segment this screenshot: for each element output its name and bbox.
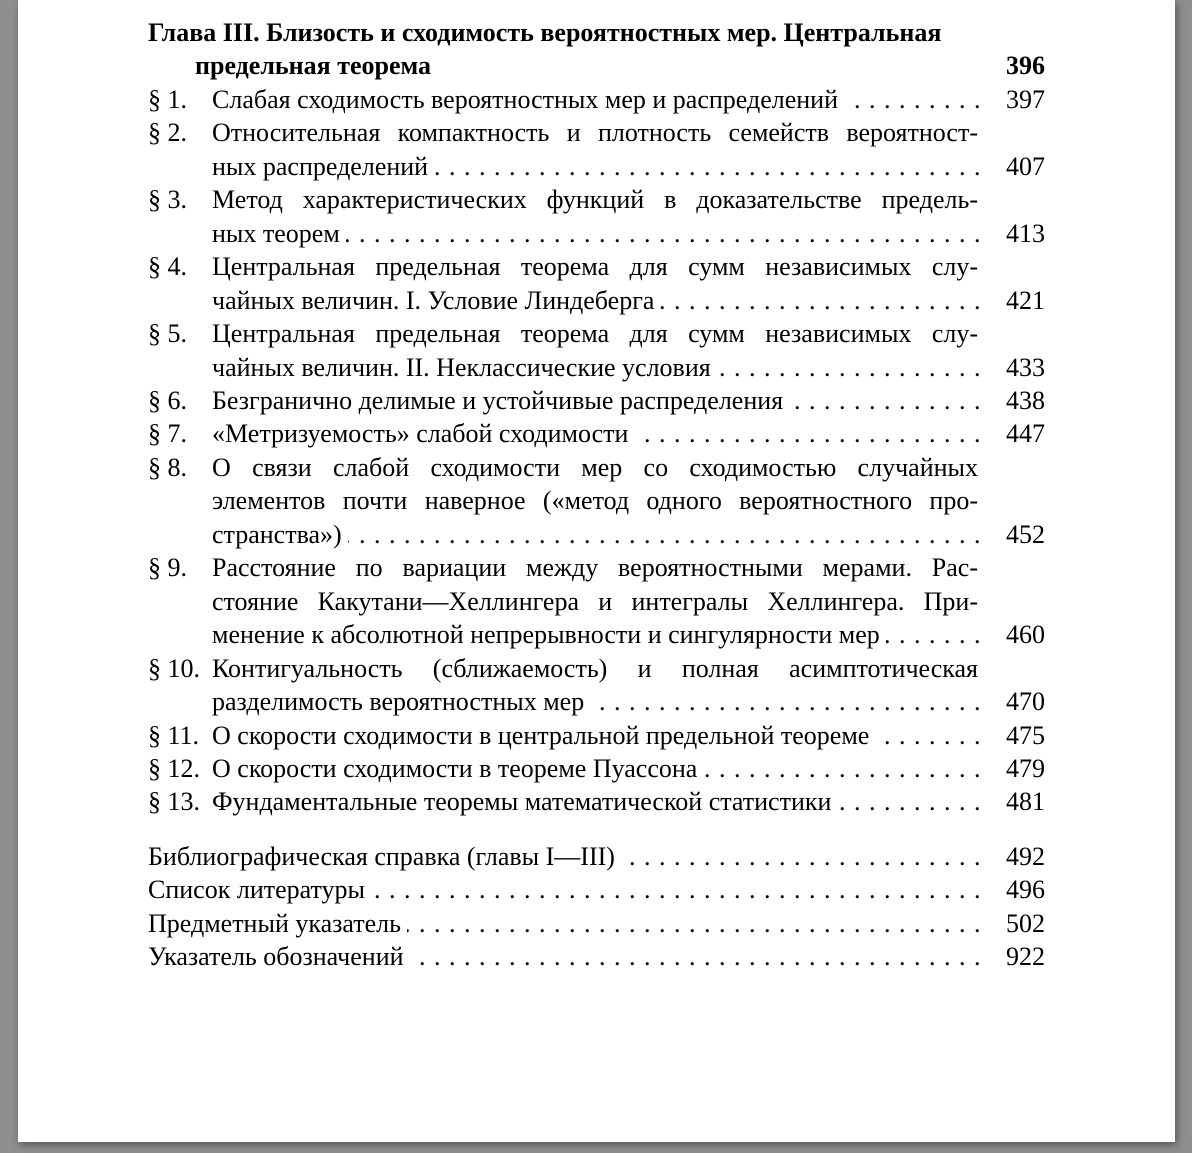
dot-leader [886,618,989,651]
toc-entry-text: Указатель обозначений [148,942,404,972]
toc-entry-lastline [148,940,1045,973]
page-number: 407 [1006,151,1045,181]
toc-entry-text: менение к абсолютной непрерывности и сингулярности мер [212,620,880,650]
backmatter-entry [148,940,1045,973]
dot-leader [844,83,989,116]
page-number: 397 [1006,84,1045,114]
section-label: § 2. [148,118,187,148]
toc-entry-lastline [212,685,1045,718]
toc-entry-lastline [148,840,1045,873]
backmatter-entries [148,840,1045,974]
toc-entry [148,183,1045,250]
toc-entry-lastline [212,518,1045,551]
backmatter-entry [148,840,1045,873]
dot-leader [407,907,989,940]
section-label: § 13. [148,787,200,817]
backmatter-entry [148,907,1045,940]
backmatter-entry [148,873,1045,906]
section-label: § 12. [148,753,200,783]
toc-entry [148,116,1045,183]
toc-entry [148,719,1045,752]
section-label: § 11. [148,720,200,750]
page-number: 433 [1006,352,1045,382]
page-number: 421 [1006,285,1045,315]
toc-entry-text-line: Центральная предельная теорема для сумм независимых слу- [212,252,978,282]
page-number: 460 [1006,620,1045,650]
chapter-heading [148,16,1045,83]
page-number: 413 [1006,218,1045,248]
toc-entry-text: странства») [212,519,342,549]
page-number: 475 [1006,720,1045,750]
section-entries [148,83,1045,819]
toc-entry-text: Предметный указатель [148,908,402,938]
toc-entry-text: Фундаментальные теоремы математической статистики [212,787,832,817]
dot-leader [348,518,989,551]
toc-entry-text-line: Контигуальность (сближаемость) и полная асимптотическая [212,653,978,683]
toc-entry [148,417,1045,450]
toc-entry-text: разделимость вероятностных мер [212,687,585,717]
section-label: § 3. [148,185,187,215]
dot-leader [789,384,989,417]
toc-entry [148,752,1045,785]
toc-entry-text: ных теорем [212,218,340,248]
section-label: § 9. [148,553,187,583]
page-number: 479 [1006,753,1045,783]
toc-entry-lastline [212,284,1045,317]
toc-entry-text: О скорости сходимости в теореме Пуассона [212,753,698,783]
toc-entry-text-line: Относительная компактность и плотность семейств вероятност- [212,118,978,148]
toc-entry-text-line: О связи слабой сходимости мер со сходимостью случайных [212,452,978,482]
toc-entry-text: ных распределений [212,151,429,181]
page-number: 452 [1006,519,1045,549]
dot-leader [875,719,989,752]
toc-entry [148,250,1045,317]
toc-entry [148,652,1045,719]
toc-entry-text-line: стояние Какутани—Хеллингера и интегралы Хеллингера. При- [212,586,978,616]
toc-entry-text: О скорости сходимости в центральной предельной теореме [212,720,870,750]
chapter-page-number: 396 [1006,51,1045,81]
document-page [18,0,1175,1142]
section-label: § 5. [148,319,187,349]
dot-leader [660,284,989,317]
toc-entry-lastline [212,719,1045,752]
page-number: 922 [1006,942,1045,972]
toc-entry-text-line: Центральная предельная теорема для сумм независимых слу- [212,319,978,349]
toc-entry-text: «Метризуемость» слабой сходимости [212,419,629,449]
toc-entry-lastline [212,384,1045,417]
chapter-title-line2-row [148,49,1045,82]
page-number: 470 [1006,687,1045,717]
dot-leader [717,351,989,384]
toc-entry-text-line: элементов почти наверное («метод одного вероятностного про- [212,486,978,516]
toc-entry-lastline [212,785,1045,818]
section-label: § 8. [148,452,187,482]
toc-entry-lastline [212,150,1045,183]
toc-entry [148,785,1045,818]
section-label: § 10. [148,653,200,683]
toc-entry-lastline [212,83,1045,116]
dot-leader [634,417,989,450]
toc-entry-text-line: Метод характеристических функций в доказательстве предель- [212,185,978,215]
section-label: § 1. [148,84,187,114]
toc-entry-text: Список литературы [148,875,365,905]
section-label: § 7. [148,419,187,449]
dot-leader [410,940,989,973]
dot-leader [590,685,989,718]
section-label: § 6. [148,385,187,415]
toc-entry-text: Безгранично делимые и устойчивые распределения [212,385,784,415]
page-number: 447 [1006,419,1045,449]
toc-entry [148,83,1045,116]
toc-entry-text: Библиографическая справка (главы I—III) [148,841,615,871]
section-label: § 4. [148,252,187,282]
chapter-title-line1: Глава III. Близость и сходимость вероятностных мер. Центральная [148,18,942,47]
toc-entry [148,451,1045,551]
toc-entry-lastline [212,618,1045,651]
dot-leader [837,785,989,818]
toc-entry-text: чайных величин. I. Условие Линдеберга [212,285,655,315]
toc-entry [148,317,1045,384]
dot-leader [371,873,989,906]
dot-leader [346,217,989,250]
dot-leader [434,150,989,183]
table-of-contents [148,16,1045,974]
toc-entry-text-line: Расстояние по вариации между вероятностными мерами. Рас- [212,553,978,583]
toc-entry-lastline [212,351,1045,384]
page-number: 438 [1006,385,1045,415]
page-number: 492 [1006,841,1045,871]
toc-entry-text: Слабая сходимость вероятностных мер и распределений [212,84,839,114]
toc-entry [148,551,1045,651]
toc-entry-lastline [212,217,1045,250]
chapter-title-line2: предельная теорема [195,51,432,81]
page-number: 496 [1006,875,1045,905]
toc-entry-lastline [148,907,1045,940]
dot-leader [621,840,989,873]
dot-leader [703,752,989,785]
page-number: 481 [1006,787,1045,817]
toc-entry-lastline [212,417,1045,450]
page-number: 502 [1006,908,1045,938]
toc-entry [148,384,1045,417]
toc-entry-lastline [148,873,1045,906]
toc-entry-text: чайных величин. II. Неклассические условия [212,352,711,382]
toc-entry-lastline [212,752,1045,785]
